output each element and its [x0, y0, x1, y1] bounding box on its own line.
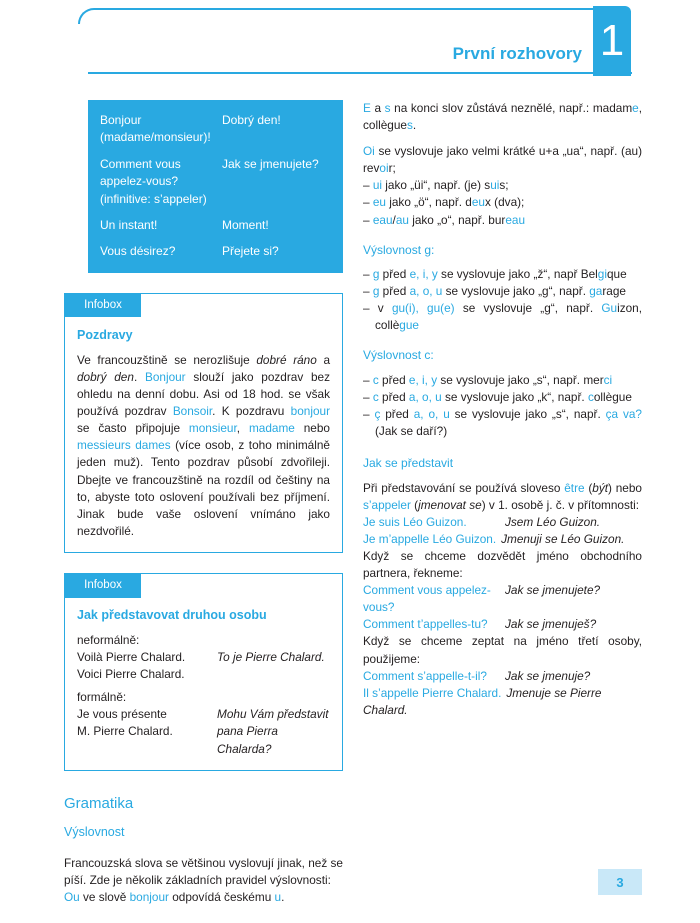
pronunciation-rule: – c před e, i, y se vyslovuje jako „s“, např. merci [363, 372, 613, 387]
pronunciation-rule: – v gu(i), gu(e) se vyslovuje „g“, např. Guizon, collègue [363, 301, 642, 333]
phrase-row [100, 156, 331, 208]
czech-translation: Jsem Léo Guizon. [505, 514, 601, 529]
phrase-french: Un instant! [100, 217, 158, 232]
dialog-pair [363, 582, 642, 616]
explanation-paragraph: Když se chceme zeptat na jméno třetí osoby, použijeme: [363, 634, 642, 666]
content-columns [64, 100, 642, 906]
phrase-box [88, 100, 343, 273]
french-phrase: Il s’appelle Pierre Chalard. [363, 685, 502, 700]
subheading-introduce-yourself: Jak se představit [363, 456, 454, 471]
page-title: První rozhovory [452, 44, 582, 63]
czech-translation: Jak se jmenuje? [505, 668, 591, 683]
intro-paragraph: Při představování se používá sloveso être (být) nebo s’appeler (jmenovat se) v 1. osobě j. č. v přítomnosti: [363, 480, 642, 512]
grammar-section [64, 793, 343, 906]
phrase-row [100, 217, 331, 234]
register-label-formal: formálně: [77, 690, 127, 705]
grammar-subtitle: Výslovnost [64, 825, 125, 840]
czech-translation: Jak se jmenuješ? [505, 617, 597, 632]
phrase-french: Comment vous appelez-vous? (infinitive: s’appeler) [100, 156, 207, 206]
pronunciation-paragraph: E a s na konci slov zůstává neznělé, např.: madame, collègues. [363, 101, 642, 133]
pronunciation-rule: – g před a, o, u se vyslovuje jako „g“, např. garage [363, 284, 626, 299]
phrase-czech: Přejete si? [222, 244, 279, 259]
dialog-pair [363, 685, 642, 719]
french-phrase: Je m’appelle Léo Guizon. [363, 531, 497, 546]
chapter-number: 1 [599, 16, 625, 65]
french-phrase: Je suis Léo Guizon. [363, 514, 467, 529]
infobox-heading: Jak představovat druhou osobu [77, 607, 267, 622]
pronunciation-rule: – g před e, i, y se vyslovuje jako „ž“, např Belgique [363, 267, 627, 282]
chapter-number-badge [593, 6, 631, 76]
czech-translation: Jmenuji se Léo Guizon. [501, 531, 625, 546]
page-top-border [78, 8, 595, 24]
grammar-title: Gramatika [64, 794, 134, 812]
pronunciation-rule: – eu jako „ö“, např. deux (dva); [363, 195, 525, 210]
intro-example-row [77, 666, 330, 683]
czech-translation: Jmenuje se Pierre Chalard. [363, 685, 602, 717]
title-rule [88, 72, 632, 74]
pronunciation-rule: – eau/au jako „o“, např. bureau [363, 212, 526, 227]
pronunciation-paragraph: Oi se vyslovuje jako velmi krátké u+a „ua“, např. (au) revoir; [363, 144, 642, 176]
czech-translation: pana Pierra Chalarda? [217, 724, 278, 756]
pronunciation-rule: – c před a, o, u se vyslovuje jako „k“, např. collègue [363, 389, 632, 404]
infobox-heading: Pozdravy [77, 327, 133, 342]
phrase-french: Bonjour (madame/monsieur)! [100, 113, 211, 145]
phrase-czech: Moment! [222, 217, 269, 232]
infobox-greetings [64, 293, 343, 553]
explanation-paragraph: Když se chceme dozvědět jméno obchodního partnera, řekneme: [363, 548, 642, 581]
subheading-pronunciation-c: Výslovnost c: [363, 348, 434, 363]
phrase-czech: Dobrý den! [222, 113, 281, 127]
intro-example-row [77, 706, 330, 723]
phrase-row [100, 112, 331, 147]
grammar-paragraph: Ou ve slově bonjour odpovídá českému u. [64, 889, 285, 904]
infobox-tab: Infobox [65, 294, 141, 318]
intro-example-row [77, 649, 330, 666]
pronunciation-rule: – ç před a, o, u se vyslovuje jako „s“, např. ça va? (Jak se daří?) [363, 407, 642, 439]
grammar-paragraph: Francouzská slova se většinou vyslovují jinak, než se píší. Zde je několik základních pravidel výslovnosti: [64, 855, 343, 887]
page-number: 3 [616, 874, 624, 890]
column-left [64, 100, 343, 906]
czech-translation: Jak se jmenujete? [505, 583, 601, 598]
page-number-badge [598, 869, 642, 895]
phrase-czech: Jak se jmenujete? [222, 156, 319, 171]
french-phrase: Comment t’appelles-tu? [363, 617, 488, 632]
phrase-row [100, 243, 331, 260]
czech-translation: Mohu Vám představit [217, 707, 329, 722]
dialog-pair [363, 616, 642, 633]
french-phrase: Voilà Pierre Chalard. [77, 650, 186, 665]
pronunciation-rule: – ui jako „üi“, např. (je) suis; [363, 178, 509, 193]
infobox-body: Ve francouzštině se nerozlišuje dobré ráno a dobrý den. Bonjour slouží jako pozdrav bez ohledu na denní dobu. Asi od 18 hod. se však používá pozdrav Bonsoir. K pozdravu bonjour se často připojuje monsieur, madame nebo messieurs dames (více osob, z toho minimálně jeden muž). Tento pozdrav působí zdvořileji. Dbejte ve francouzštině na rozdíl od češtiny na to, abyste toto oslovení používali bez příjmení. Jinak bude vaše oslovení vnímáno jako nezdvořilé. [77, 352, 331, 538]
french-phrase: Comment vous appelez-vous? [363, 583, 491, 615]
register-label-informal: neformálně: [77, 633, 140, 648]
infobox-introductions [64, 573, 343, 771]
french-phrase: Voici Pierre Chalard. [77, 667, 185, 682]
subheading-pronunciation-g: Výslovnost g: [363, 242, 435, 257]
dialog-pair [363, 514, 642, 531]
dialog-pair [363, 668, 642, 685]
czech-translation: To je Pierre Chalard. [217, 650, 325, 665]
column-right [363, 100, 642, 906]
dialog-pair [363, 531, 642, 548]
phrase-french: Vous désirez? [100, 244, 176, 259]
french-phrase: Je vous présente [77, 707, 167, 722]
infobox-tab: Infobox [65, 574, 141, 598]
intro-example-row [77, 723, 330, 757]
french-phrase: Comment s’appelle-t-il? [363, 668, 487, 683]
french-phrase: M. Pierre Chalard. [77, 724, 173, 739]
